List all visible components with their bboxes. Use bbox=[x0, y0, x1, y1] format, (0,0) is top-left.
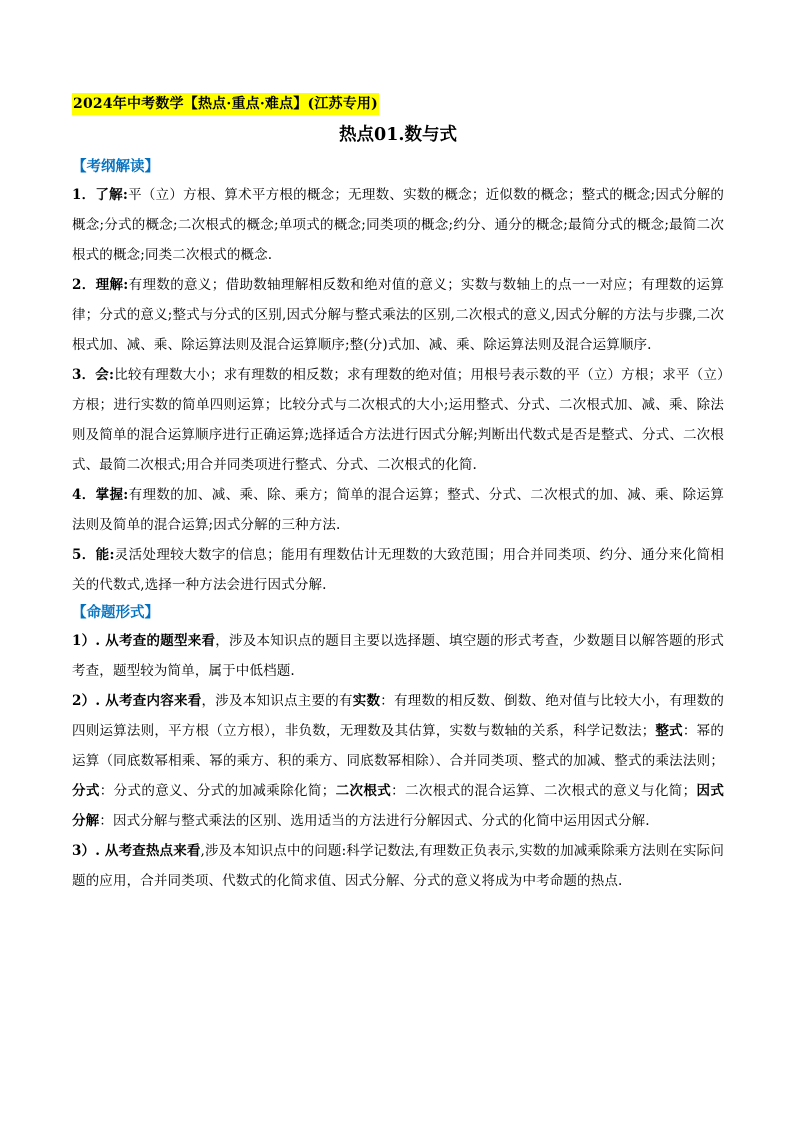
form-item-2 bbox=[72, 686, 724, 836]
item-text: 有理数的加、减、乘、除、乘方；简单的混合运算；整式、分式、二次根式的加、减、乘、除运算法则及简单的混合运算;因式分解的三种方法. bbox=[72, 487, 724, 533]
keyword-factorization: 因式分解 bbox=[72, 783, 724, 829]
document-page bbox=[72, 93, 724, 896]
keyword-real-numbers: 实数 bbox=[352, 693, 381, 709]
item-label: 2．理解: bbox=[72, 277, 129, 293]
item-text: 有理数的意义；借助数轴理解相反数和绝对值的意义；实数与数轴上的点一一对应；有理数的运算律；分式的意义;整式与分式的区别,因式分解与整式乘法的区别,二次根式的意义,因式分解的方法与步骤,二次根式加、减、乘、除运算法则及混合运算顺序;整(分)式加、减、乘、除运算法则及混合运算顺序. bbox=[72, 277, 724, 353]
item-label: 3）. 从考查热点来看 bbox=[72, 843, 201, 859]
syllabus-item-3 bbox=[72, 360, 724, 480]
item-text: 灵活处理较大数字的信息；能用有理数估计无理数的大致范围；用合并同类项、约分、通分来化简相关的代数式,选择一种方法会进行因式分解. bbox=[72, 547, 724, 593]
syllabus-item-5 bbox=[72, 540, 724, 600]
item-text: 平（立）方根、算术平方根的概念；无理数、实数的概念；近似数的概念；整式的概念;因式分解的概念;分式的概念;二次根式的概念;单项式的概念;同类项的概念;约分、通分的概念;最简分式的概念;最简二次根式的概念;同类二次根式的概念. bbox=[72, 187, 724, 263]
item-text: ,涉及本知识点中的问题:科学记数法,有理数正负表示,实数的加减乘除乘方法则在实际问题的应用，合并同类项、代数式的化简求值、因式分解、分式的意义将成为中考命题的热点. bbox=[72, 843, 724, 889]
item-text: ，涉及本知识点的题目主要以选择题、填空题的形式考查，少数题目以解答题的形式考查，题型较为简单，属于中低档题. bbox=[72, 633, 724, 679]
keyword-text: ：有理数的相反数、倒数、绝对值与比较大小，有理数的四则运算法则，平方根（立方根），非负数，无理数及其估算，实数与数轴的关系，科学记数法； bbox=[72, 693, 724, 739]
keyword-fractions: 分式 bbox=[72, 783, 100, 799]
item-label: 1．了解: bbox=[72, 187, 129, 203]
item-label: 4．掌握: bbox=[72, 487, 129, 503]
section-heading-syllabus: 【考纲解读】 bbox=[72, 158, 159, 175]
keyword-radicals: 二次根式 bbox=[335, 783, 392, 799]
item-label: 5．能: bbox=[72, 547, 115, 563]
keyword-text: ：因式分解与整式乘法的区别、选用适当的方法进行分解因式、分式的化简中运用因式分解. bbox=[99, 813, 650, 829]
syllabus-item-4 bbox=[72, 480, 724, 540]
syllabus-item-2 bbox=[72, 270, 724, 360]
item-label: 3．会: bbox=[72, 367, 115, 383]
form-item-3 bbox=[72, 836, 724, 896]
banner-row bbox=[72, 93, 724, 115]
item-label: 1）. 从考查的题型来看 bbox=[72, 633, 216, 649]
item-text: 比较有理数大小；求有理数的相反数；求有理数的绝对值；用根号表示数的平（立）方根；求平（立）方根；进行实数的简单四则运算；比较分式与二次根式的大小;运用整式、分式、二次根式加、减、乘、除法则及简单的混合运算顺序进行正确运算;选择适合方法进行因式分解;判断出代数式是否是整式、分式、二次根式、最简二次根式;用合并同类项进行整式、分式、二次根式的化简. bbox=[72, 367, 724, 473]
series-banner: 2024年中考数学【热点·重点·难点】(江苏专用) bbox=[72, 93, 379, 115]
keyword-text: ：二次根式的混合运算、二次根式的意义与化简； bbox=[391, 783, 697, 799]
syllabus-item-1 bbox=[72, 180, 724, 270]
keyword-polynomials: 整式 bbox=[655, 723, 683, 739]
page-title: 热点01.数与式 bbox=[339, 125, 457, 145]
keyword-text: ：分式的意义、分式的加减乘除化简； bbox=[99, 783, 336, 799]
keyword-text: ：幂的运算（同底数幂相乘、幂的乘方、积的乘方、同底数幂相除）、合并同类项、整式的加减、整式的乘法法则； bbox=[72, 723, 724, 769]
form-item-1 bbox=[72, 626, 724, 686]
item-text: ，涉及本知识点主要的有 bbox=[201, 693, 353, 709]
section-heading-question-forms: 【命题形式】 bbox=[72, 604, 159, 621]
item-label: 2）. 从考查内容来看 bbox=[72, 693, 202, 709]
